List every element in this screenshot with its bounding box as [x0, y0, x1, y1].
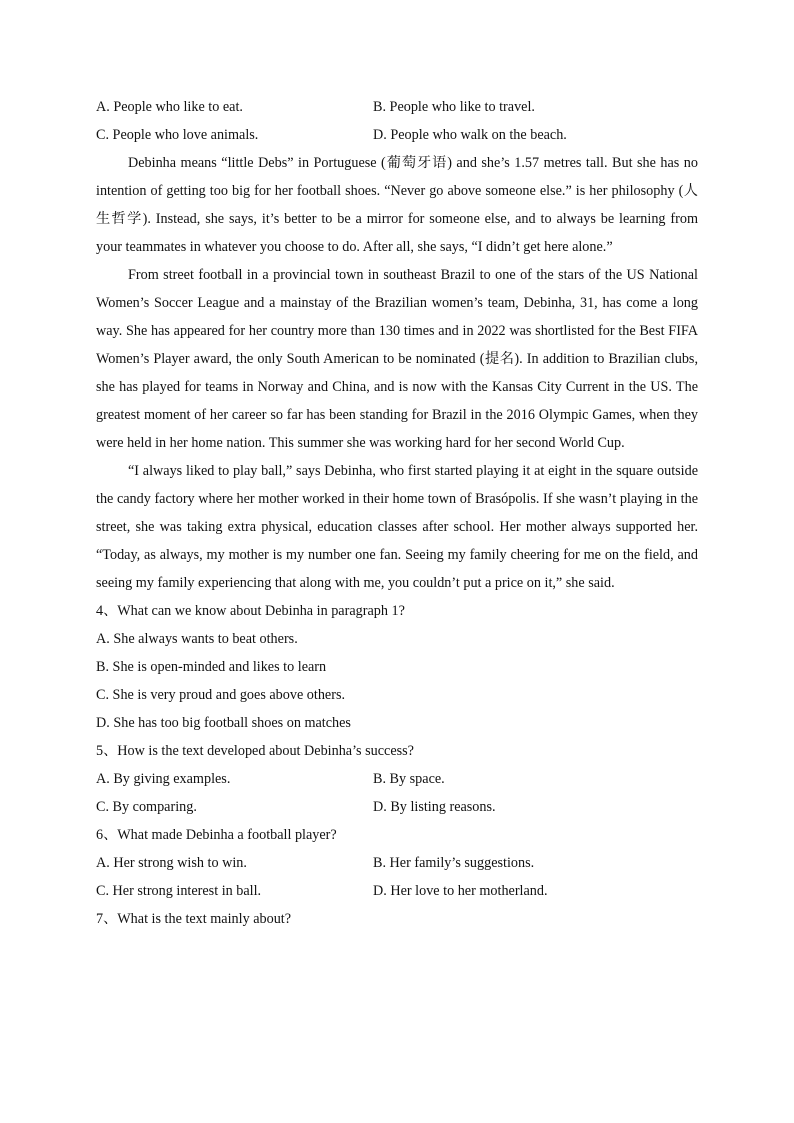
q3-options-row-1 — [96, 93, 698, 121]
question-4-option-d: D. She has too big football shoes on matches — [96, 715, 351, 731]
passage-paragraph-1: Debinha means “little Debs” in Portuguese (葡萄牙语) and she’s 1.57 metres tall. But she has no intention of getting too big for her football shoes. “Never go above someone else.” is her philosophy (人生哲学). Instead, she says, it’s better to be a mirror for someone else, and to always be learning from your teammates in whatever you choose to do. After all, she says, “I didn’t get here alone.” — [96, 155, 698, 255]
question-5-option-d: D. By listing reasons. — [373, 798, 496, 815]
question-6-option-b: B. Her family’s suggestions. — [373, 854, 535, 871]
document-page — [96, 93, 698, 933]
question-7-stem: 7、What is the text mainly about? — [96, 911, 292, 927]
question-6-options-row-1 — [96, 849, 698, 877]
question-6-option-c: C. Her strong interest in ball. — [96, 882, 262, 899]
question-5-option-b: B. By space. — [373, 770, 445, 787]
question-4-option-b: B. She is open-minded and likes to learn — [96, 659, 327, 675]
question-4-stem: 4、What can we know about Debinha in paragraph 1? — [96, 603, 405, 619]
question-6-options-row-2 — [96, 877, 698, 905]
question-5-options-row-1 — [96, 765, 698, 793]
question-6-option-d: D. Her love to her motherland. — [373, 882, 548, 899]
passage-paragraph-2: From street football in a provincial town in southeast Brazil to one of the stars of the US National Women’s Soccer League and a mainstay of the Brazilian women’s team, Debinha, 31, has come a long way. She has appeared for her country more than 130 times and in 2022 was shortlisted for the Best FIFA Women’s Player award, the only South American to be nominated (提名). In addition to Brazilian clubs, she has played for teams in Norway and China, and is now with the Kansas City Current in the US. The greatest moment of her career so far has been standing for Brazil in the 2016 Olympic Games, when they were held in her home nation. This summer she was working hard for her second World Cup. — [96, 267, 698, 451]
question-4-option-c: C. She is very proud and goes above others. — [96, 687, 346, 703]
question-5-option-a: A. By giving examples. — [96, 770, 231, 787]
q3-option-d: D. People who walk on the beach. — [373, 126, 567, 143]
passage-paragraph-3: “I always liked to play ball,” says Debinha, who first started playing it at eight in the square outside the candy factory where her mother worked in their home town of Brasópolis. If she wasn’t playing in the street, she was taking extra physical, education classes after school. Her mother always supported her. “Today, as always, my mother is my number one fan. Seeing my family cheering for me on the field, and seeing my family experiencing that along with me, you couldn’t put a price on it,” she said. — [96, 463, 698, 591]
q3-option-a: A. People who like to eat. — [96, 98, 243, 115]
q3-options-row-2 — [96, 121, 698, 149]
question-5-stem: 5、How is the text developed about Debinha’s success? — [96, 743, 414, 759]
q3-option-c: C. People who love animals. — [96, 126, 259, 143]
question-5-option-c: C. By comparing. — [96, 798, 197, 815]
question-6-option-a: A. Her strong wish to win. — [96, 854, 247, 871]
question-4-option-a: A. She always wants to beat others. — [96, 631, 298, 647]
question-6-stem: 6、What made Debinha a football player? — [96, 827, 337, 843]
q3-option-b: B. People who like to travel. — [373, 98, 535, 115]
question-5-options-row-2 — [96, 793, 698, 821]
